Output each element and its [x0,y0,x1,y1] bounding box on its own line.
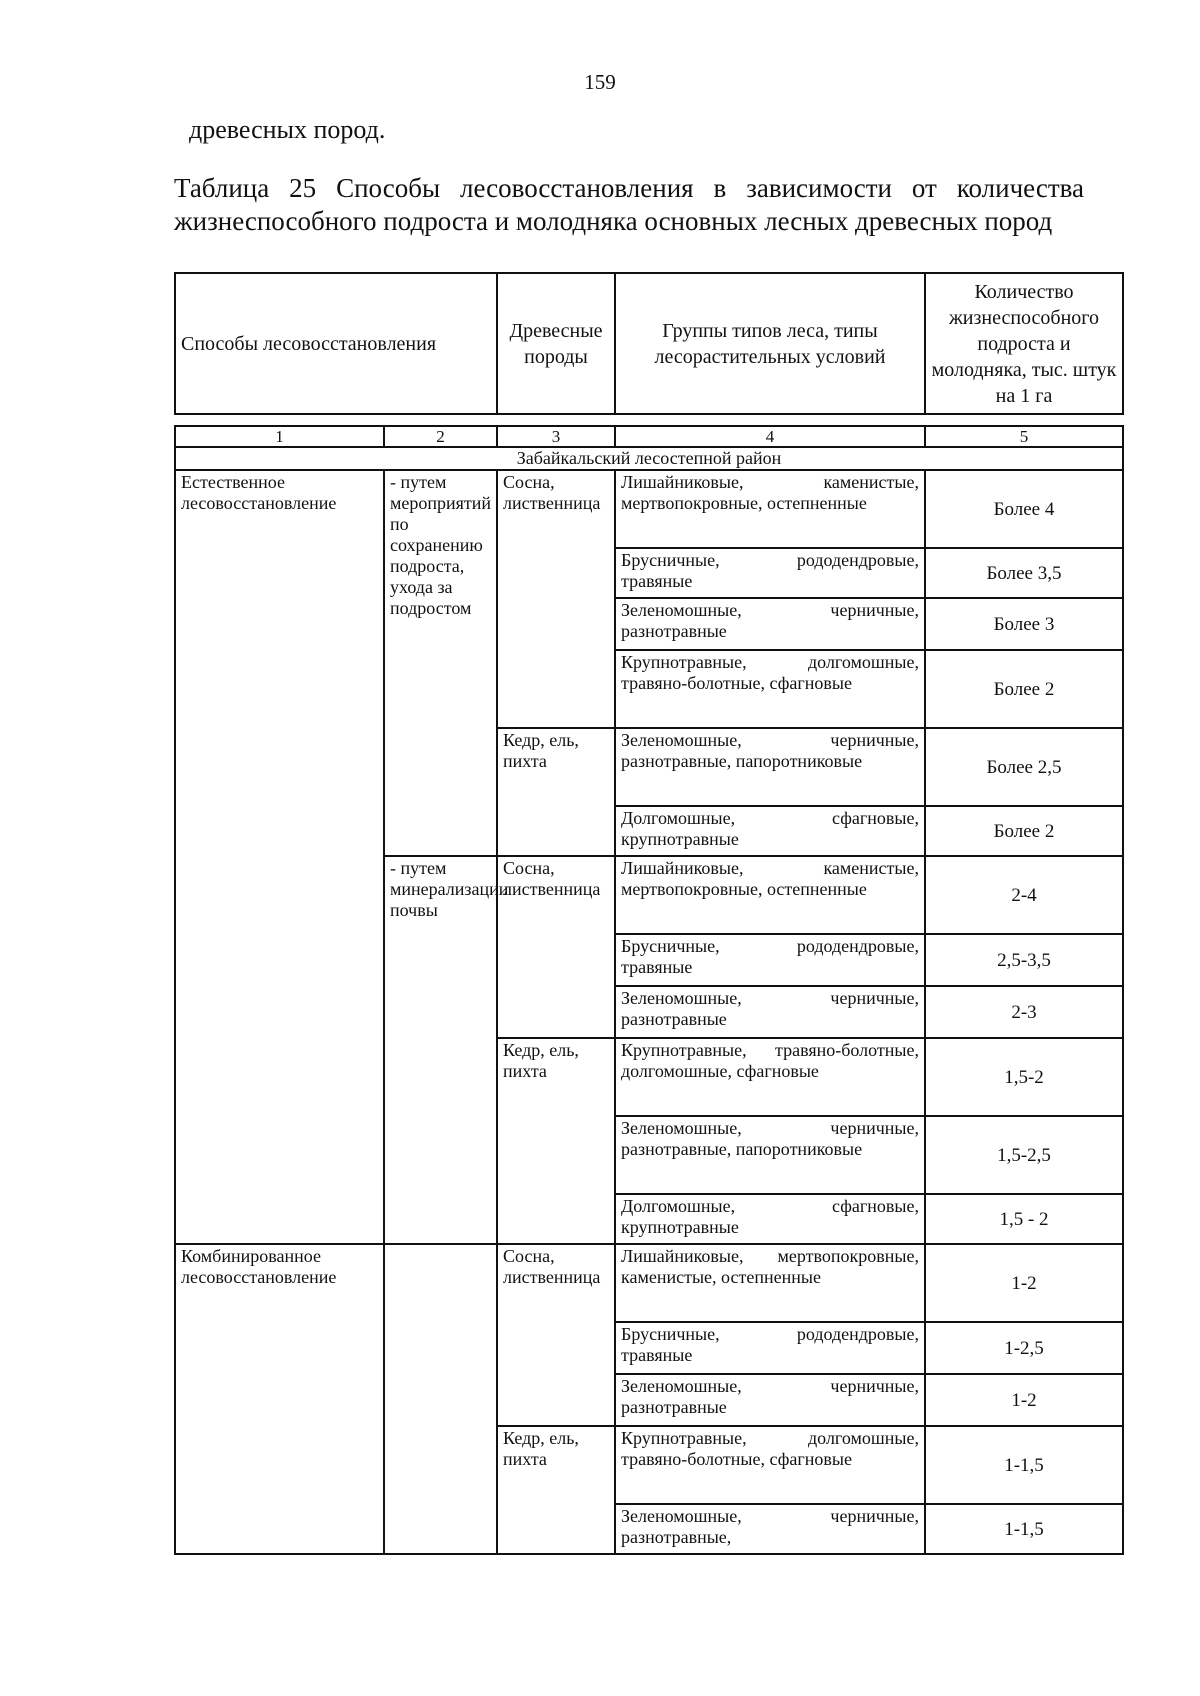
method-combined: Комбинированное лесовосстановление [175,1244,384,1554]
table-row [175,470,1123,548]
forest-group: Крупнотравные, долгомошные, травяно-болотные, сфагновые [615,1426,925,1504]
forest-group: Крупнотравные, травяно-болотные, долгомошные, сфагновые [615,1038,925,1116]
forest-group: Брусничные, рододендровые, травяные [615,934,925,986]
species-cedar-spruce-fir: Кедр, ель, пихта [497,1426,615,1554]
quantity: Более 3,5 [925,548,1123,598]
species-pine-larch: Сосна, лиственница [497,1244,615,1426]
data-table [174,425,1124,1555]
forest-group: Зеленомошные, черничные, разнотравные, папоротниковые [615,1116,925,1194]
quantity: 1-1,5 [925,1426,1123,1504]
species-pine-larch: Сосна, лиственница [497,470,615,728]
col-number: 4 [615,426,925,447]
quantity: Более 2 [925,806,1123,856]
quantity: 1-2 [925,1244,1123,1322]
forest-group: Зеленомошные, черничные, разнотравные [615,598,925,650]
forest-group: Брусничные, рододендровые, травяные [615,1322,925,1374]
table-caption: Таблица 25 Способы лесовосстановления в зависимости от количества жизнеспособного подроста и молодняка основных лесных древесных пород [174,173,1084,236]
col-number: 1 [175,426,384,447]
quantity: 2,5-3,5 [925,934,1123,986]
quantity: 1,5-2,5 [925,1116,1123,1194]
quantity: 2-4 [925,856,1123,934]
quantity: Более 2 [925,650,1123,728]
header-methods: Способы лесовосстановления [175,273,497,414]
table-row [175,1244,1123,1322]
forest-group: Зеленомошные, черничные, разнотравные [615,986,925,1038]
col-number: 2 [384,426,497,447]
header-forest-groups: Группы типов леса, типы лесорастительных условий [615,273,925,414]
forest-group: Зеленомошные, черничные, разнотравные, [615,1504,925,1554]
submethod-empty [384,1244,497,1554]
species-cedar-spruce-fir: Кедр, ель, пихта [497,1038,615,1244]
page-number: 159 [584,70,616,94]
column-number-row [175,426,1123,447]
col-number: 5 [925,426,1123,447]
forest-group: Долгомошные, сфагновые, крупнотравные [615,806,925,856]
forest-group: Лишайниковые, мертвопокровные, каменистые, остепненные [615,1244,925,1322]
quantity: Более 3 [925,598,1123,650]
quantity: Более 2,5 [925,728,1123,806]
col-number: 3 [497,426,615,447]
species-pine-larch: Сосна, лиственница [497,856,615,1038]
quantity: 1-2,5 [925,1322,1123,1374]
quantity: 1,5 - 2 [925,1194,1123,1244]
forest-group: Лишайниковые, каменистые, мертвопокровные, остепненные [615,856,925,934]
species-cedar-spruce-fir: Кедр, ель, пихта [497,728,615,856]
table-header [174,272,1124,415]
quantity: 1-1,5 [925,1504,1123,1554]
quantity: Более 4 [925,470,1123,548]
preceding-text: древесных пород. [189,115,386,144]
submethod-preserve: - путем мероприятий по сохранению подроста, ухода за подростом [384,470,497,856]
forest-group: Зеленомошные, черничные, разнотравные [615,1374,925,1426]
forest-group: Зеленомошные, черничные, разнотравные, папоротниковые [615,728,925,806]
quantity: 2-3 [925,986,1123,1038]
header-species: Древесные породы [497,273,615,414]
header-quantity: Количество жизнеспособного подроста и молодняка, тыс. штук на 1 га [925,273,1123,414]
region-title: Забайкальский лесостепной район [175,447,1123,470]
forest-group: Брусничные, рододендровые, травяные [615,548,925,598]
method-natural: Естественное лесовосстановление [175,470,384,1244]
quantity: 1-2 [925,1374,1123,1426]
forest-group: Лишайниковые, каменистые, мертвопокровные, остепненные [615,470,925,548]
forest-group: Долгомошные, сфагновые, крупнотравные [615,1194,925,1244]
submethod-mineral: - путем минерализации почвы [384,856,497,1244]
quantity: 1,5-2 [925,1038,1123,1116]
forest-group: Крупнотравные, долгомошные, травяно-болотные, сфагновые [615,650,925,728]
region-row [175,447,1123,470]
